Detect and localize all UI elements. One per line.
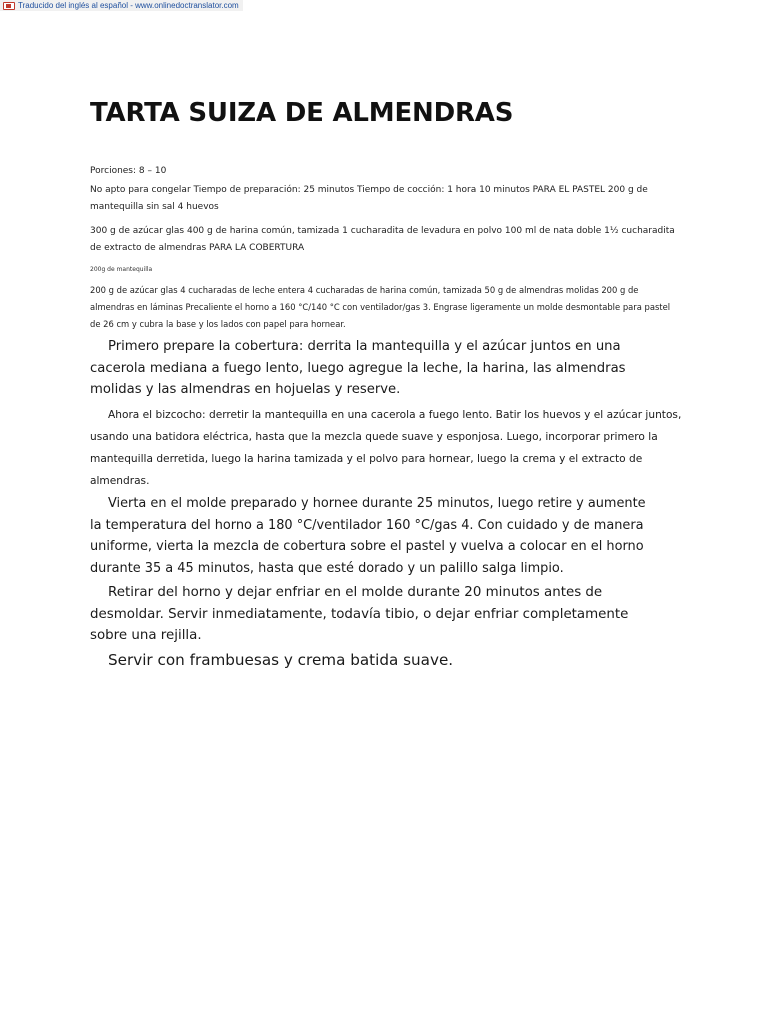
butter-note: 200g de mantequilla: [90, 266, 153, 273]
translation-banner-link[interactable]: Traducido del inglés al español - www.onlinedoctranslator.com: [18, 1, 239, 10]
translate-logo-icon: [3, 2, 15, 10]
step-2-paragraph: Ahora el bizcocho: derretir la mantequilla en una cacerola a fuego lento. Batir los huevos y el azúcar juntos, usando una batidora eléctrica, hasta que la mezcla quede suave y esponjosa. Luego, incorporar primero la mantequilla derretida, luego la harina tamizada y el polvo para hornear, luego la crema y el extracto de almendras.: [90, 409, 682, 487]
ingredients-topping: 200 g de azúcar glas 4 cucharadas de leche entera 4 cucharadas de harina común, tamizada 50 g de almendras molidas 200 g de almendras en láminas Precaliente el horno a 160 °C/140 °C con ventilador/gas 3. Engrase ligeramente un molde desmontable para pastel de 26 cm y cubra la base y los lados con papel para hornear.: [90, 285, 671, 329]
step-1-paragraph: Primero prepare la cobertura: derrita la mantequilla y el azúcar juntos en una cacerola mediana a fuego lento, luego agregue la leche, la harina, las almendras molidas y las almendras en hojuelas y reserve.: [90, 339, 626, 397]
portions-text: Porciones: 8 – 10: [90, 166, 167, 176]
step-3-paragraph: Vierta en el molde preparado y hornee durante 25 minutos, luego retire y aumente la temperatura del horno a 180 °C/ventilador 160 °C/gas 4. Con cuidado y de manera uniforme, vierta la mezcla de cobertura sobre el pastel y vuelva a colocar en el horno durante 35 a 45 minutos, hasta que esté dorado y un palillo salga limpio.: [90, 496, 646, 576]
recipe-title: TARTA SUIZA DE ALMENDRAS: [90, 98, 514, 128]
step-5-paragraph: Servir con frambuesas y crema batida suave.: [108, 651, 454, 669]
info-line: No apto para congelar Tiempo de preparación: 25 minutos Tiempo de cocción: 1 hora 10 minutos PARA EL PASTEL 200 g de mantequilla sin sal 4 huevos: [90, 185, 648, 212]
translation-banner[interactable]: [0, 0, 243, 11]
step-4-paragraph: Retirar del horno y dejar enfriar en el molde durante 20 minutos antes de desmoldar. Servir inmediatamente, todavía tibio, o dejar enfriar completamente sobre una rejilla.: [90, 585, 629, 643]
ingredients-cake: 300 g de azúcar glas 400 g de harina común, tamizada 1 cucharadita de levadura en polvo 100 ml de nata doble 1½ cucharadita de extracto de almendras PARA LA COBERTURA: [90, 226, 675, 253]
